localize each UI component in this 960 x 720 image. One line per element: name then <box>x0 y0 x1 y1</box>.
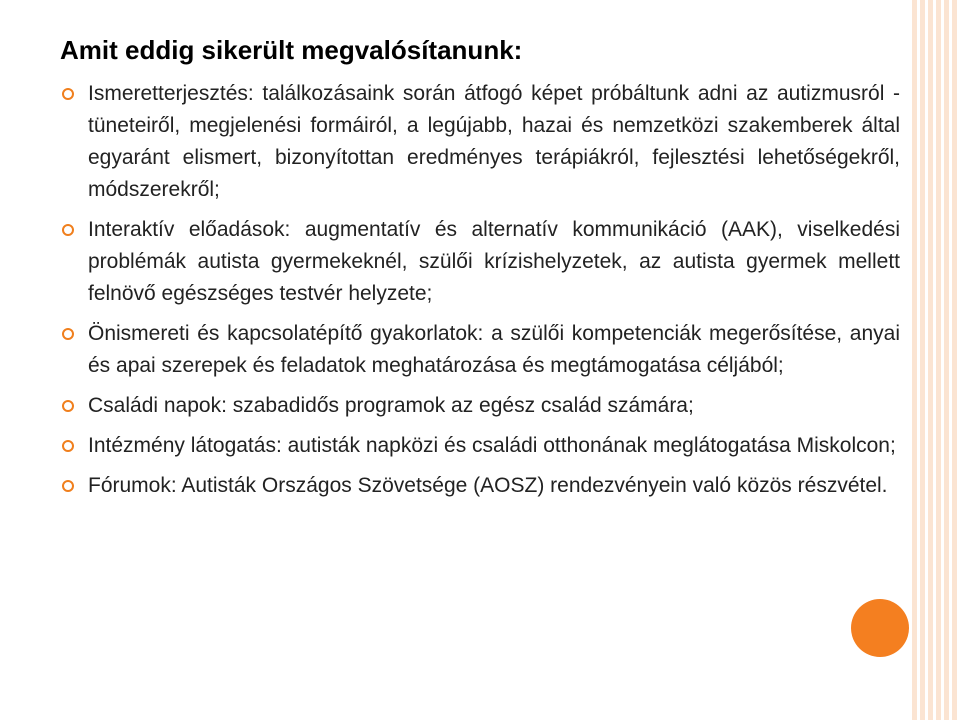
stripe <box>912 0 917 720</box>
bullet-text: Önismereti és kapcsolatépítő gyakorlatok: a szülői kompetenciák megerősítése, anyai és apai szerepek és feladatok meghatározása és megtámogatása céljából; <box>88 322 900 377</box>
stripe <box>952 0 957 720</box>
bullet-item <box>60 470 900 502</box>
bullet-text: Intézmény látogatás: autisták napközi és családi otthonának meglátogatása Miskolcon; <box>88 434 896 457</box>
stripe <box>928 0 933 720</box>
ring-bullet-icon <box>62 224 74 236</box>
bullet-item <box>60 390 900 422</box>
orange-circle-decoration <box>851 599 909 657</box>
stripe <box>936 0 941 720</box>
stripe <box>944 0 949 720</box>
decorative-stripes <box>912 0 960 720</box>
bullet-item <box>60 430 900 462</box>
ring-bullet-icon <box>62 400 74 412</box>
slide-title: Amit eddig sikerült megvalósítanunk: <box>60 35 523 65</box>
bullet-text: Ismeretterjesztés: találkozásaink során átfogó képet próbáltunk adni az autizmusról - tüneteiről, megjelenési formáiról, a legújabb, hazai és nemzetközi szakemberek által egyaránt elismert, bizonyítottan eredményes terápiákról, fejlesztési lehetőségekről, módszerekről; <box>88 82 900 201</box>
bullet-item <box>60 318 900 382</box>
bullet-item <box>60 78 900 206</box>
ring-bullet-icon <box>62 440 74 452</box>
bullet-text: Interaktív előadások: augmentatív és alternatív kommunikáció (AAK), viselkedési problémák autista gyermekeknél, szülői krízishelyzetek, az autista gyermek mellett felnövő egészséges testvér helyzete; <box>88 218 900 305</box>
bullet-text: Fórumok: Autisták Országos Szövetsége (AOSZ) rendezvényein való közös részvétel. <box>88 474 888 497</box>
ring-bullet-icon <box>62 480 74 492</box>
bullet-list <box>60 78 900 510</box>
bullet-item <box>60 214 900 310</box>
ring-bullet-icon <box>62 88 74 100</box>
stripe <box>920 0 925 720</box>
bullet-text: Családi napok: szabadidős programok az egész család számára; <box>88 394 694 417</box>
ring-bullet-icon <box>62 328 74 340</box>
